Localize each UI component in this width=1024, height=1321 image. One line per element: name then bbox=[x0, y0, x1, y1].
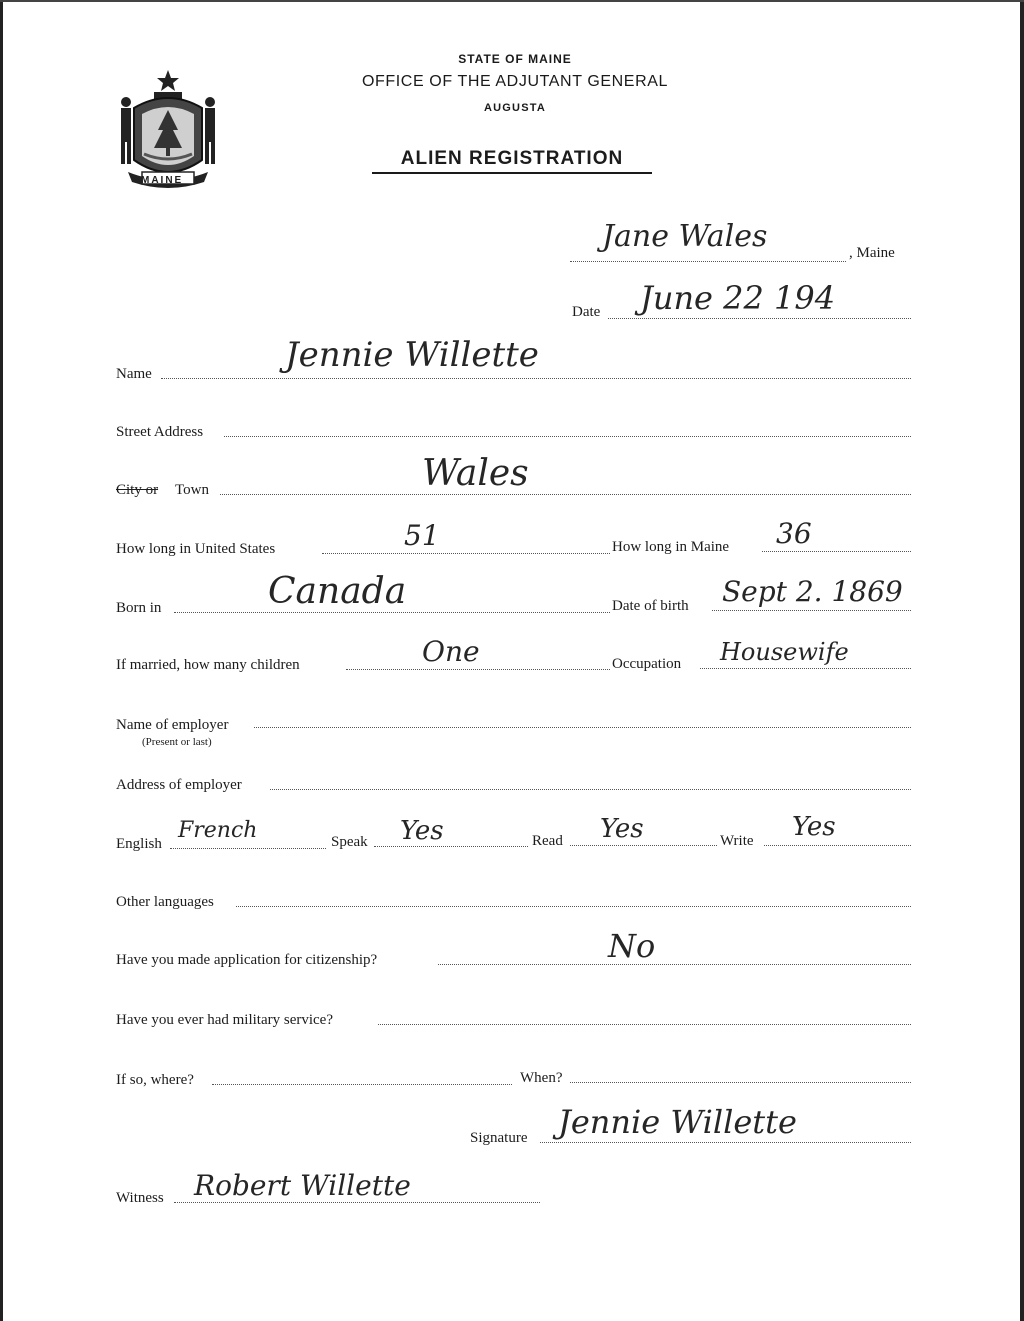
employer-address-label: Address of employer bbox=[116, 777, 242, 793]
employer-address-line bbox=[270, 789, 911, 790]
read-value[interactable]: Yes bbox=[600, 814, 644, 844]
write-value[interactable]: Yes bbox=[792, 812, 836, 842]
how-long-maine-label: How long in Maine bbox=[612, 539, 730, 555]
how-long-maine-value[interactable]: 36 bbox=[776, 517, 812, 550]
born-in-value[interactable]: Canada bbox=[268, 571, 407, 612]
speak-value[interactable]: Yes bbox=[400, 816, 444, 846]
header-state: STATE OF MAINE bbox=[458, 52, 572, 66]
scan-border-left bbox=[0, 0, 3, 1321]
city-label-struck: City or bbox=[116, 482, 159, 498]
write-label: Write bbox=[720, 833, 754, 849]
scan-border-top bbox=[0, 0, 1024, 2]
read-label: Read bbox=[532, 833, 563, 849]
street-address-label: Street Address bbox=[116, 424, 204, 440]
write-line bbox=[764, 845, 911, 846]
signature-line bbox=[540, 1142, 911, 1143]
name-label: Name bbox=[116, 366, 152, 382]
date-of-birth-label: Date of birth bbox=[612, 598, 689, 614]
date-of-birth-line bbox=[712, 610, 911, 611]
english-label: English bbox=[116, 836, 162, 852]
speak-line bbox=[374, 846, 528, 847]
state-of-maine-seal bbox=[112, 68, 224, 190]
place-line bbox=[570, 261, 846, 262]
name-line bbox=[161, 378, 911, 379]
date-value[interactable]: June 22 194 bbox=[640, 279, 836, 317]
when-label: When? bbox=[520, 1070, 563, 1086]
employer-name-sublabel: (Present or last) bbox=[142, 736, 212, 748]
children-label: If married, how many children bbox=[116, 657, 300, 673]
children-line bbox=[346, 669, 610, 670]
occupation-label: Occupation bbox=[612, 656, 682, 672]
signature-label: Signature bbox=[470, 1130, 528, 1146]
header-city: AUGUSTA bbox=[484, 102, 546, 114]
other-languages-line bbox=[236, 906, 911, 907]
if-so-where-line bbox=[212, 1084, 512, 1085]
employer-name-label: Name of employer bbox=[116, 717, 229, 733]
english-value[interactable]: French bbox=[178, 818, 258, 843]
military-service-label: Have you ever had military service? bbox=[116, 1012, 333, 1028]
date-label: Date bbox=[572, 304, 601, 320]
how-long-us-value[interactable]: 51 bbox=[404, 519, 440, 552]
english-line bbox=[170, 848, 326, 849]
form-title: ALIEN REGISTRATION bbox=[372, 148, 652, 174]
if-so-where-label: If so, where? bbox=[116, 1072, 194, 1088]
occupation-line bbox=[700, 668, 911, 669]
how-long-maine-line bbox=[762, 551, 911, 552]
town-label: Town bbox=[175, 482, 209, 498]
scan-border-right bbox=[1020, 0, 1024, 1321]
when-line bbox=[570, 1082, 911, 1083]
military-service-line bbox=[378, 1024, 911, 1025]
citizenship-line bbox=[438, 964, 911, 965]
citizenship-value[interactable]: No bbox=[608, 927, 656, 965]
children-value[interactable]: One bbox=[422, 635, 480, 668]
town-value[interactable]: Wales bbox=[422, 453, 529, 494]
speak-label: Speak bbox=[331, 834, 368, 850]
place-value[interactable]: Jane Wales bbox=[602, 219, 768, 254]
other-languages-label: Other languages bbox=[116, 894, 214, 910]
name-value[interactable]: Jennie Willette bbox=[285, 335, 539, 375]
date-line bbox=[608, 318, 911, 319]
date-of-birth-value[interactable]: Sept 2. 1869 bbox=[722, 575, 903, 608]
seal-motto-text: MAINE bbox=[141, 175, 184, 186]
witness-label: Witness bbox=[116, 1190, 164, 1206]
witness-line bbox=[174, 1202, 540, 1203]
header-office: OFFICE OF THE ADJUTANT GENERAL bbox=[361, 73, 669, 90]
born-in-line bbox=[174, 612, 610, 613]
town-line bbox=[220, 494, 911, 495]
how-long-us-line bbox=[322, 553, 610, 554]
how-long-us-label: How long in United States bbox=[116, 541, 276, 557]
signature-value[interactable]: Jennie Willette bbox=[558, 1103, 797, 1141]
place-suffix: , Maine bbox=[849, 245, 895, 261]
citizenship-label: Have you made application for citizenship? bbox=[116, 952, 378, 968]
employer-name-line bbox=[254, 727, 911, 728]
street-address-line bbox=[224, 436, 911, 437]
born-in-label: Born in bbox=[116, 600, 162, 616]
occupation-value[interactable]: Housewife bbox=[720, 638, 849, 666]
witness-value[interactable]: Robert Willette bbox=[194, 1169, 411, 1202]
read-line bbox=[570, 845, 717, 846]
